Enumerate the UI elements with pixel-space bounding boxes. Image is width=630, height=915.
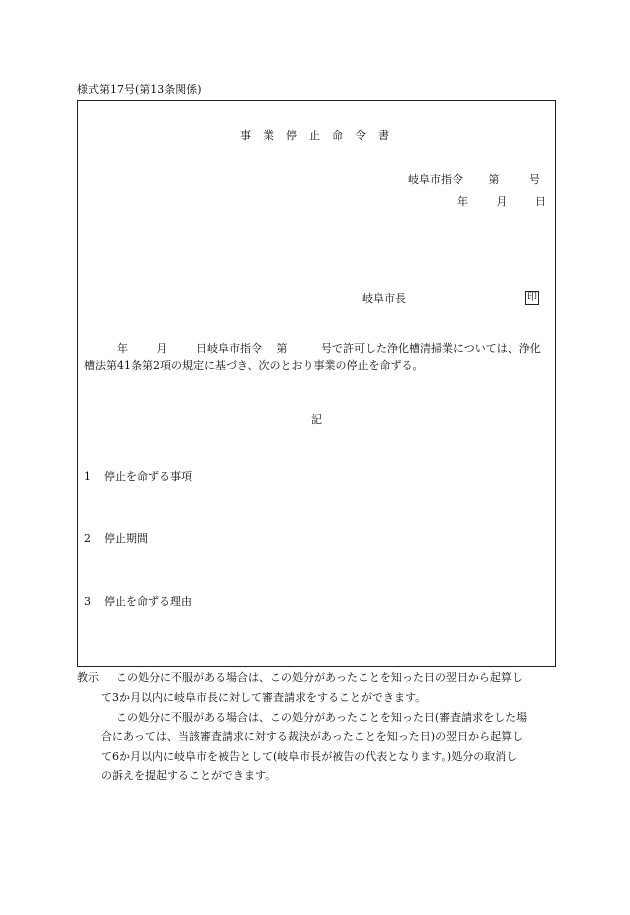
date-month: 月 — [496, 195, 508, 208]
issuer-go: 号 — [529, 173, 540, 186]
notice-line: この処分に不服がある場合は、この処分があったことを知った日(審査請求をした場 — [116, 711, 528, 724]
notice-label: 教示 — [77, 671, 99, 684]
issue-date-row — [457, 196, 546, 207]
issuer-label: 岐阜市指令 — [408, 173, 463, 186]
list-item — [84, 533, 148, 544]
body-month: 月 — [156, 342, 168, 355]
body-text-line-2: 槽法第41条第2項の規定に基づき、次のとおり事業の停止を命ずる。 — [84, 359, 424, 372]
document-title: 事業停止命令書 — [240, 129, 401, 142]
mayor-signature-label: 岐阜市長 — [362, 292, 406, 305]
item-number: 3 — [84, 595, 91, 608]
item-label: 停止を命ずる理由 — [104, 595, 192, 608]
list-item — [84, 596, 192, 607]
item-number: 2 — [84, 532, 91, 545]
notice-line: この処分に不服がある場合は、この処分があったことを知った日の翌日から起算し — [116, 671, 523, 684]
notice-line: 合にあっては、当該審査請求に対する裁決があったことを知った日)の翌日から起算し — [101, 730, 524, 743]
notice-line: の訴えを提起することができます。 — [101, 769, 277, 782]
notice-line: て3か月以内に岐阜市長に対して審査請求をすることができます。 — [101, 691, 427, 704]
date-day: 日 — [535, 195, 546, 208]
issuer-dai: 第 — [488, 173, 500, 186]
item-number: 1 — [84, 470, 91, 483]
date-year: 年 — [457, 195, 468, 208]
seal-stamp: 印 — [527, 292, 537, 303]
document-frame — [77, 100, 556, 667]
body-rest: 号で許可した浄化槽清掃業については、浄化 — [321, 342, 541, 355]
body-dai: 第 — [276, 342, 288, 355]
issuer-number-row — [408, 174, 540, 185]
list-item — [84, 471, 192, 482]
form-number: 様式第17号(第13条関係) — [77, 83, 202, 96]
body-day-issuer: 日岐阜市指令 — [196, 342, 262, 355]
body-year: 年 — [117, 342, 128, 355]
item-label: 停止を命ずる事項 — [104, 470, 192, 483]
ki-heading: 記 — [311, 413, 322, 426]
body-text-line-1 — [117, 343, 541, 354]
item-label: 停止期間 — [104, 532, 148, 545]
notice-line: て6か月以内に岐阜市を被告として(岐阜市長が被告の代表となります。)処分の取消し — [101, 750, 518, 763]
